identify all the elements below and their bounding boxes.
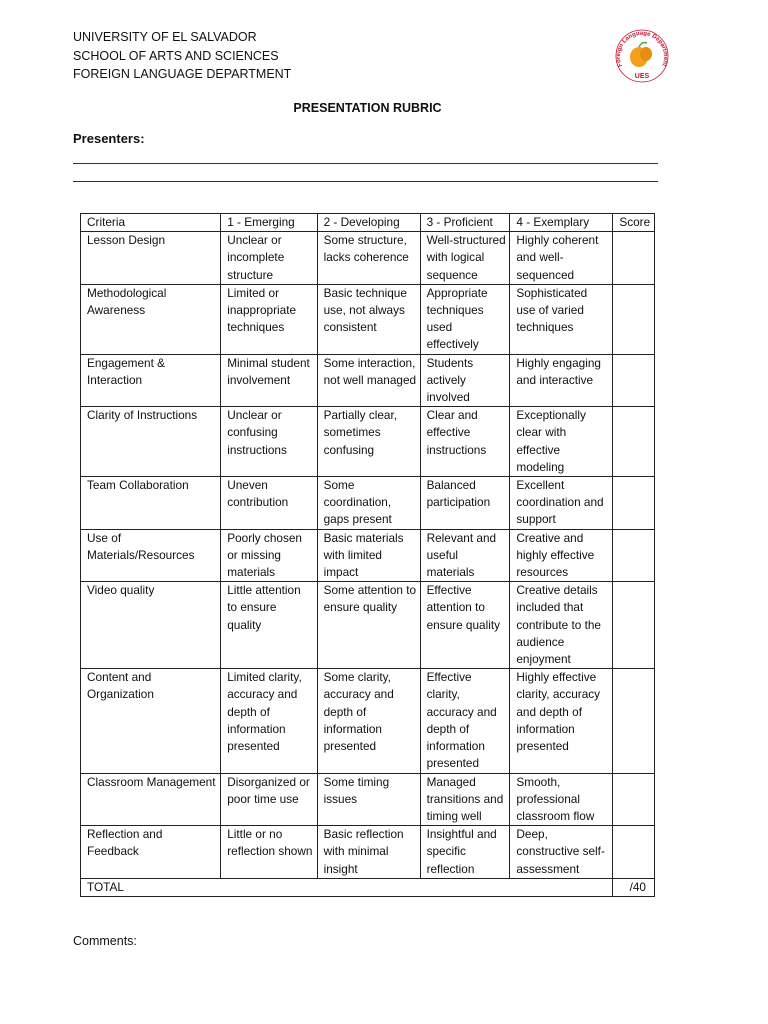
presenters-blank-line-1 [73, 163, 658, 164]
header-developing: 2 - Developing [317, 214, 420, 232]
presenters-blank-line-2 [73, 181, 658, 182]
score-cell[interactable] [613, 232, 655, 285]
department-name: FOREIGN LANGUAGE DEPARTMENT [73, 67, 292, 81]
score-cell[interactable] [613, 407, 655, 477]
university-name: UNIVERSITY OF EL SALVADOR [73, 30, 257, 44]
criteria-cell: Methodological Awareness [81, 284, 221, 354]
exemplary-cell: Smooth, professional classroom flow [510, 773, 613, 826]
emerging-cell: Limited or inappropriate techniques [221, 284, 317, 354]
developing-cell: Basic technique use, not always consistent [317, 284, 420, 354]
exemplary-cell: Highly engaging and interactive [510, 354, 613, 407]
developing-cell: Some coordination, gaps present [317, 477, 420, 530]
table-row [81, 669, 655, 773]
criteria-cell: Video quality [81, 582, 221, 669]
exemplary-cell: Sophisticated use of varied techniques [510, 284, 613, 354]
score-cell[interactable] [613, 582, 655, 669]
proficient-cell: Relevant and useful materials [420, 529, 510, 582]
score-cell[interactable] [613, 773, 655, 826]
exemplary-cell: Highly effective clarity, accuracy and depth of information presented [510, 669, 613, 773]
total-row [81, 878, 655, 896]
score-cell[interactable] [613, 826, 655, 879]
developing-cell: Some timing issues [317, 773, 420, 826]
institution-header [73, 28, 291, 84]
table-row [81, 826, 655, 879]
table-row [81, 407, 655, 477]
header-criteria: Criteria [81, 214, 221, 232]
proficient-cell: Clear and effective instructions [420, 407, 510, 477]
developing-cell: Partially clear, sometimes confusing [317, 407, 420, 477]
proficient-cell: Insightful and specific reflection [420, 826, 510, 879]
exemplary-cell: Excellent coordination and support [510, 477, 613, 530]
table-row [81, 529, 655, 582]
exemplary-cell: Highly coherent and well-sequenced [510, 232, 613, 285]
header-emerging: 1 - Emerging [221, 214, 317, 232]
table-row [81, 582, 655, 669]
logo-initials: UES [634, 73, 650, 80]
proficient-cell: Managed transitions and timing well [420, 773, 510, 826]
developing-cell: Basic materials with limited impact [317, 529, 420, 582]
criteria-cell: Team Collaboration [81, 477, 221, 530]
emerging-cell: Poorly chosen or missing materials [221, 529, 317, 582]
comments-label: Comments: [73, 934, 137, 948]
table-row [81, 232, 655, 285]
emerging-cell: Unclear or incomplete structure [221, 232, 317, 285]
proficient-cell: Effective clarity, accuracy and depth of information presented [420, 669, 510, 773]
emerging-cell: Little or no reflection shown [221, 826, 317, 879]
table-row [81, 284, 655, 354]
criteria-cell: Lesson Design [81, 232, 221, 285]
criteria-cell: Content and Organization [81, 669, 221, 773]
score-cell[interactable] [613, 354, 655, 407]
table-row [81, 773, 655, 826]
exemplary-cell: Deep, constructive self-assessment [510, 826, 613, 879]
emerging-cell: Little attention to ensure quality [221, 582, 317, 669]
table-row [81, 477, 655, 530]
exemplary-cell: Exceptionally clear with effective modeling [510, 407, 613, 477]
proficient-cell: Balanced participation [420, 477, 510, 530]
rubric-table [80, 213, 655, 897]
emerging-cell: Limited clarity, accuracy and depth of information presented [221, 669, 317, 773]
criteria-cell: Engagement & Interaction [81, 354, 221, 407]
proficient-cell: Appropriate techniques used effectively [420, 284, 510, 354]
criteria-cell: Use of Materials/Resources [81, 529, 221, 582]
department-logo [612, 26, 672, 86]
emerging-cell: Uneven contribution [221, 477, 317, 530]
proficient-cell: Students actively involved [420, 354, 510, 407]
header-proficient: 3 - Proficient [420, 214, 510, 232]
logo-arc-text: Foreign Language Department [615, 30, 669, 68]
total-label: TOTAL [81, 878, 613, 896]
proficient-cell: Effective attention to ensure quality [420, 582, 510, 669]
score-cell[interactable] [613, 529, 655, 582]
table-header-row [81, 214, 655, 232]
developing-cell: Some structure, lacks coherence [317, 232, 420, 285]
emerging-cell: Minimal student involvement [221, 354, 317, 407]
total-score-cell[interactable]: /40 [613, 878, 655, 896]
emerging-cell: Disorganized or poor time use [221, 773, 317, 826]
header-score: Score [613, 214, 655, 232]
score-cell[interactable] [613, 669, 655, 773]
criteria-cell: Clarity of Instructions [81, 407, 221, 477]
emerging-cell: Unclear or confusing instructions [221, 407, 317, 477]
header-exemplary: 4 - Exemplary [510, 214, 613, 232]
score-cell[interactable] [613, 477, 655, 530]
school-name: SCHOOL OF ARTS AND SCIENCES [73, 48, 279, 63]
score-cell[interactable] [613, 284, 655, 354]
proficient-cell: Well-structured with logical sequence [420, 232, 510, 285]
exemplary-cell: Creative and highly effective resources [510, 529, 613, 582]
developing-cell: Some attention to ensure quality [317, 582, 420, 669]
table-row [81, 354, 655, 407]
criteria-cell: Reflection and Feedback [81, 826, 221, 879]
developing-cell: Some interaction, not well managed [317, 354, 420, 407]
exemplary-cell: Creative details included that contribute to the audience enjoyment [510, 582, 613, 669]
developing-cell: Some clarity, accuracy and depth of information presented [317, 669, 420, 773]
document-title: PRESENTATION RUBRIC [293, 101, 442, 115]
developing-cell: Basic reflection with minimal insight [317, 826, 420, 879]
criteria-cell: Classroom Management [81, 773, 221, 826]
presenters-label: Presenters: [73, 131, 145, 146]
